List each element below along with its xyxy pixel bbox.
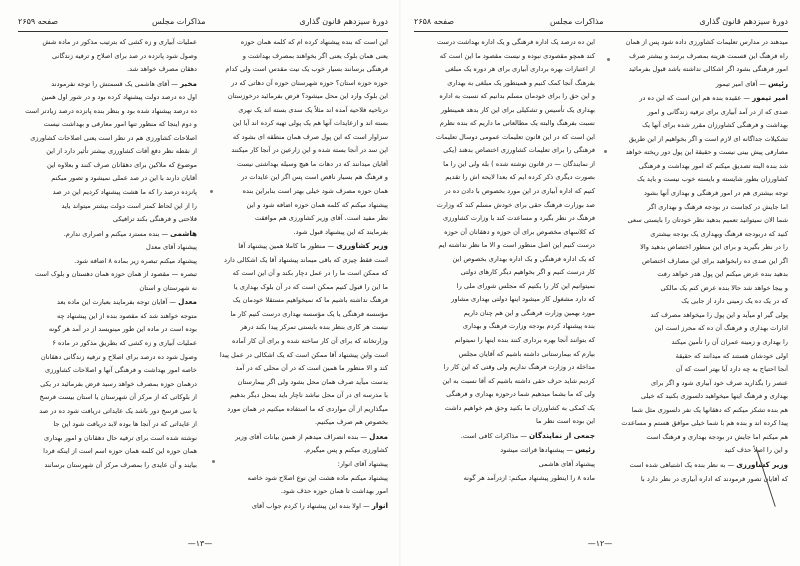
text-line: معدل — بنده انصراف میدهم از همین بیانات آقای وزیر xyxy=(235,431,388,441)
text-line: توجه بیشتری هم در امور فرهنگی و بهداری آنها بشود xyxy=(643,189,788,198)
text-line: که کلاسهای مخصوص برای آن حوزه و دهقانان آن حوزه xyxy=(444,227,595,236)
margin-dot xyxy=(607,58,610,61)
text-line: است واین پیشنهاد آقا ممکن است که یک اشکالی در عمل پیدا xyxy=(219,350,388,359)
text-line: از عایداتی که در آنجا ها بوده لابد دریافت شود این جا xyxy=(53,420,197,429)
text-line: اصلاحات کشاورزی هم در نظر است یعنی اصلاحات کشاورزی xyxy=(30,133,197,142)
text-line: میگذاریم از آن مواردی که ما استفاده میکنیم در همان مورد xyxy=(227,404,388,413)
speaker-name: معدل xyxy=(178,297,197,307)
page-2658 xyxy=(400,0,800,566)
text-line: امور فرهنگی بشود اگر اشکالی نداشته باشد قبول بفرمائید xyxy=(628,65,788,74)
margin-dot xyxy=(212,460,215,463)
page-number-label: صفحه ۲۶۵۹ xyxy=(18,17,59,26)
text-line: این است که بنده پیشنهاد کرده ام که کلمه همان حوزه xyxy=(240,38,388,46)
text-columns xyxy=(414,36,788,522)
text-line: پولی گیر او میآید و این پول را میخواهد مصرف کند xyxy=(650,310,788,319)
text-line: و دوم اینجا که منظور تنها امور معارفی و بهداشت نیست xyxy=(43,120,197,129)
text-line: مداخله در وزارت فرهنگ نداریم ولی وقتی که این کار را xyxy=(443,363,595,372)
text-line: ادارات بهداری و فرهنگ آن ده که محرز است این xyxy=(654,324,788,333)
text-line: بهداشت و فرهنگی کشاورزان مقرر شده برای آنها یک xyxy=(642,121,788,130)
text-line: موضوع که ملاکین برای دهقانان صرف کنند و بعلاوه این xyxy=(46,160,197,169)
text-line: اما جایش در کجاست در بودجه فرهنگ و بهداری اگر xyxy=(647,202,788,211)
text-line: عملیات آبیاری و زه کشی که بطریق مذکور در ماده ۶ xyxy=(52,339,197,348)
text-line: آنجا احتیاج به چه دارد آیا بهتر است که آن xyxy=(675,365,788,374)
speaker-name: انوار xyxy=(371,500,388,510)
text-line: کشاورزی میکنم و پس میگیرم. xyxy=(303,446,388,455)
text-column-left xyxy=(414,36,595,522)
text-line: سزاوار است که این پول صرف همان منطقه ای بشود که xyxy=(232,132,388,141)
text-line: درناحیه فلاحیه آمده اند مثلاً یک سدی بسته اند یک نهری xyxy=(238,105,388,114)
margin-dot xyxy=(210,190,213,193)
text-line: امیر تیمور — عقیده بنده هم این است که این ده در xyxy=(639,93,788,103)
text-line: ولی که ما بشما میدهیم شما درحوزه بهداری و فرهنگی xyxy=(446,390,595,399)
text-line: تشکیلات جداگانه ای لازم است و اگر بخواهیم از این طریق xyxy=(628,134,788,143)
text-line: پیشنهاد میکنم تبصره زیر بماده ۸ اضافه شود. xyxy=(74,256,197,265)
text-line: بیایند و آن عایدی را بمصرف مرکز آن شهرستان برسانند xyxy=(44,460,197,469)
text-line: حوزه حوزه استان؟ حوزه شهرستان حوزه آن دهاتی که در xyxy=(231,78,388,87)
text-line: فلاحتی و فرهنگی بکند ترافیکی xyxy=(112,215,197,224)
page-number-label: صفحه ۲۶۵۸ xyxy=(414,17,455,26)
text-line: کنیم که اداره آبیاری در این مورد بخصوص با دادن ده در xyxy=(444,187,595,196)
text-line: خاصه امور بهداشت و فرهنگی آنها و اصلاحات کشاورزی xyxy=(45,366,197,375)
running-head-center: مذاکرات مجلس xyxy=(549,17,604,26)
text-line: از بلوکاتی که از مرکز آن شهرستان یا استان بیست فرسخ xyxy=(39,393,197,402)
text-line: بهداری یک تأسیس و تشکیلی برای این کار بدهد همینطور xyxy=(440,105,595,114)
text-line: این بلوک وارد این محل میشود؟ فرض بفرمائید درخوزستان xyxy=(227,92,388,101)
text-line: اولی خودشان هستند که میدانند که حقیقة xyxy=(675,351,788,360)
text-line: مورد بهمین وزارت فرهنگی و این هم چنان داریم xyxy=(463,308,595,317)
running-head-center: مذاکرات مجلس xyxy=(151,17,206,26)
speaker-name: رئیس xyxy=(575,445,595,455)
text-line: نه شهرستان و استان xyxy=(139,283,197,292)
text-line: آقایان دارند با این در صد عملی نمیشود و تصور میکنم xyxy=(51,174,197,183)
text-line: پیشنهاد آقای معدل xyxy=(146,243,197,252)
text-column-right xyxy=(209,36,388,522)
text-line: را در نظر بگیرید و برای این منظور اختصاص بدهید والا xyxy=(640,243,788,252)
text-line: وصول شود ده درصد برای اصلاح و ترفیه زندگانی دهقانان xyxy=(40,352,197,361)
text-line: شما الان نمیتوانید تعمیم بدهید نظر خودتان را بایستی سعی xyxy=(627,216,788,225)
speaker-name: هاشمی xyxy=(170,228,197,238)
text-line: رئیس — پیشنهادها قرائت میشود xyxy=(500,445,595,455)
text-line: کشاورزان بطور شایسته و بایسته خوب نیست و باید یک xyxy=(637,175,788,184)
text-line: وزارتخانه که برای آن کار ساخته شده و برای آن کار آماده xyxy=(231,337,388,346)
text-line: وزیر کشاورزی — به نظر بنده یک اشتباهی شده است xyxy=(629,459,788,469)
running-head xyxy=(414,15,788,29)
text-line: اول ده درصد دولت پیشنهاد کرده بود و در شور اول همین xyxy=(41,93,197,102)
folio-number: —۱۲— xyxy=(587,539,613,548)
text-line: راه فرهنگ این قسمت هزینه بمصرف برسد و بیشتر صرف xyxy=(629,51,788,60)
folio-number: —۱۳— xyxy=(187,539,213,548)
text-line: کند همچو مقصودی نبوده و نیست مقصود ما این است که xyxy=(439,51,595,60)
text-line: یعنی همان بلوک یعنی اگر بخواهند بمصرف بهداشت و xyxy=(242,51,388,60)
speaker-name: وزیر کشاورزی xyxy=(336,241,388,251)
text-line: دهقان مصرف خواهد شد. xyxy=(127,65,197,74)
text-line: یا مدرسه ای در آن محل نباشد ناچار باید بمحل دیگر بدهیم xyxy=(230,391,388,400)
text-line: بهداری و فرهنگ اینها میخواهید دلسوزی بکنید که خیلی xyxy=(640,392,788,401)
margin-dot xyxy=(604,150,607,153)
speaker-name: جمعی از نمایندگان xyxy=(529,430,595,440)
text-line: بصورت دیگری ذکر کرده ایم که بعدا لایحه اش را تقدیم xyxy=(445,173,595,182)
text-line: و این را اصلاً حذف کنید xyxy=(724,446,788,455)
text-line: هاشمی — بنده مسترد میکنم و اصراری ندارم. xyxy=(63,228,197,238)
speaker-name: وزیر کشاورزی xyxy=(736,459,788,469)
text-line: بدهید بنده عرض میکنم این پول هدر خواهد رفت xyxy=(657,270,788,279)
text-line: بوده است در ماده این طور مینویسد از در آمد هر گونه xyxy=(48,325,197,334)
text-line: بفرمایند که این پیشنهاد قبول شود. xyxy=(293,227,388,236)
text-line: هم بنده تشکر میکنم که دهقانها یک نفر دلسوزی مثل شما xyxy=(631,405,788,414)
text-line: هم میکنم اما جایش در بودجه بهداری و فرهنگ است xyxy=(646,432,788,441)
text-line: بسته اند و ازعایدات آنها هم یک پولی تهیه کرده اند آیا این xyxy=(232,119,388,128)
text-line: از نقطه نظر دفع آفات کشاورزی بیشتر تأثیر دارد از این xyxy=(46,147,197,156)
speaker-name: امیر تیمور xyxy=(752,93,788,103)
text-line: کار درست کنیم و اگر بخواهیم دیگر کارهای دولتی xyxy=(460,268,595,277)
text-line: همان حوزه مصرف شود خیلی بهتر است بنابراین بنده xyxy=(242,187,388,196)
text-line: بخصوص هم صرف میکنیم. xyxy=(314,418,388,427)
text-line: نوشته شده است برای ترفیه حال دهقانان و امور بهداری xyxy=(43,433,197,442)
text-line: که بتوانند آنجا بهره برداری کنند بنده اینها را نمیتوانم xyxy=(454,336,595,345)
text-line: صد بوزارت فرهنگ حقی برای خودش مسلم کند که وزارت xyxy=(436,200,595,209)
running-head-title: دورهٔ سیزدهم قانون گذاری xyxy=(299,17,388,26)
text-line: وزیر کشاورزی — منظور ما کاملا همین پیشنهاد آقا xyxy=(238,241,388,251)
text-line: متوجه خواهند شد که مقصود بنده از این پیشنهاد چه xyxy=(57,311,197,320)
text-line: عنصر را بگذارید صرف خود آبیاری شود و اگر برای xyxy=(650,378,788,387)
text-line: که در یک ده یک زمینی دارد از جایی یک xyxy=(681,297,788,306)
text-line: را از این لحاظ کمتر است دولت بیشتر میتواند باید xyxy=(61,201,197,210)
text-line: مصارفی پیش بینی نیست و حقیقة این پول دور ریخته خواهد xyxy=(625,148,788,157)
text-line: ماده ۸ را اینطور پیشنهاد میکنم: ازدرآمد هر گونه xyxy=(463,473,595,482)
text-line: مؤسسه فرهنگی یا یک مؤسسه بهداری درست کنیم کار ما xyxy=(230,309,388,318)
text-line: شد بنده البته تصدیق میکنم که امور بهداشت و فرهنگی xyxy=(638,161,788,170)
text-line: این بوده است نظر ما xyxy=(536,417,595,426)
text-line: که دارد مشغول کار میشود اینها دولتی بهداری مشاور xyxy=(451,295,595,304)
running-head xyxy=(18,15,388,29)
text-line: درهمان حوزه بمصرف خواهد رسید فرض بفرمائید در یکی xyxy=(40,379,197,388)
text-line: معدل — آقایان توجه بفرمایند بعبارت این ماده بعد xyxy=(57,297,197,307)
text-line: یا سی فرسخ دور باشد یک عایداتی دریافت شود ده در صد xyxy=(39,406,197,415)
text-line: پیشنهاد میکنم ماده هشت این نوع اصلاح شود خاصه xyxy=(247,473,388,482)
text-line: فرهنگ نداشته باشیم ما که نمیخواهیم مستقلا خودمان یک xyxy=(232,296,388,305)
text-line: میدهند در مدارس تعلیمات کشاورزی داده شود پس از همان xyxy=(625,38,788,46)
text-line: این ده درصد یک اداره فرهنگی و یک اداره بهداشت درست xyxy=(436,38,595,46)
text-line: وصول شود پانزده در صد برای اصلاح و ترفیه زندگانی xyxy=(52,51,197,60)
text-line: این است که در این قانون تعلیمات عمومی دوسال تعلیمات xyxy=(435,132,595,141)
text-line: آقایان میدانند که در دهات ما هیچ وسیله بهداشتی نیست xyxy=(236,159,388,168)
text-line: کنید که دربودجه فرهنگ وبهداری یک بودجه بیشتری xyxy=(650,229,788,238)
text-line: انوار — اولا بنده این پیشنهاد را کردم جواب آقای xyxy=(251,500,388,510)
text-line: پیشنهاد آقای انوار: xyxy=(337,459,388,468)
text-line: فرهنگی را برای تعلیمات کشاورزی اختصاص بدهند (یکی xyxy=(443,146,595,155)
header-rule xyxy=(414,31,788,32)
text-line: و بیجا خواهد شد حالا بنده عرض کنم یک مالکی xyxy=(660,283,788,292)
text-line: بفرهنگ آنجا کمک کنیم و همینطور یک مبلغی به بهداری xyxy=(447,78,595,87)
speaker-name: مخبر xyxy=(179,78,197,88)
header-rule xyxy=(18,31,388,32)
text-line: درست کنیم این اصل منظور است و الا ما نظر نداشته ایم xyxy=(438,241,595,250)
text-line: که یک اداره فرهنگی و یک اداره بهداری بخصوص این xyxy=(452,254,595,263)
text-line: کند و الا منظور ما همین است که در آن محلی که در آمد xyxy=(235,364,388,373)
text-line: پیشنهاد میکنم که کلمه همان حوزه اضافه شود و این xyxy=(246,200,388,209)
text-line: مخبر — آقای هاشمی یک قسمتش را توجه نفرمودند xyxy=(51,78,197,88)
text-line: تبصره — مقصود از همان حوزه همان دهستان و بلوک است xyxy=(34,270,197,279)
running-head-title: دورهٔ سیزدهم قانون گذاری xyxy=(699,17,788,26)
text-line: جمعی از نمایندگان — مذاکرات کافی است. xyxy=(460,430,595,440)
text-line: ما این را قبول کنیم ممکن است که در آن بلوک بهداری یا xyxy=(233,282,388,291)
text-line: نظر مفید است. آقای وزیر کشاورزی هم موافقت xyxy=(254,214,388,223)
text-line: که ممکن است ما را در عمل دچار بکند و آن این است که xyxy=(232,269,388,278)
text-line: بدست میآید صرف همان محل بشود ولی اگر بیمارستان xyxy=(237,377,388,386)
text-line: نیست هر کاری بنظر بنده بایستی تمرکز پیدا بکند درهر xyxy=(240,323,388,332)
text-line: بنده پیشنهاد کردم بودجه وزارت فرهنگ و بهداری xyxy=(462,322,595,331)
speaker-name: معدل xyxy=(369,431,388,441)
text-line: و این حق را برای خودمان مسلم بدانیم که نسبت به اداره xyxy=(439,92,595,101)
text-line: رئیس — آقای امیر تیمور xyxy=(715,78,788,88)
text-line: از نمایندگان — در قانون نوشته شده ) بله ولی این را ما xyxy=(443,159,595,168)
text-line: فرهنگی برسانند بسیار خوب یک نیت مقدس است ولی کدام xyxy=(225,65,388,74)
text-line: عملیات آبیاری و زه کشی که بترتیب مذکور در ماده شش xyxy=(42,38,197,46)
text-line: را بهداری و زمینه عمران آن را تأمین میکند xyxy=(671,338,788,347)
text-line: است فقط چیزی که باقی میماند پیشنهاد آقا یک اشکالی دارد xyxy=(223,255,388,264)
speaker-name: رئیس xyxy=(768,78,788,88)
text-column-left xyxy=(18,36,197,522)
text-line: ده درصد پیشنهاد شده بود و بنظر بنده پانزده درصد زیادتر است xyxy=(25,106,197,115)
text-line: که آقایان تصور فرمودند که اداره آبیاری در نظر دارد با xyxy=(640,474,788,483)
text-columns xyxy=(18,36,388,522)
text-line: یک کمکی به کشاورزان ما بکنید وحق هم خواهیم داشت xyxy=(444,403,595,412)
text-line: و فرهنگ هم بسیار ناقص است پس اگر این عایدات در xyxy=(241,173,388,182)
text-line: پیشنهاد آقای هاشمی xyxy=(538,459,595,468)
text-line: نسبت بفرهنگ والبته یک مطالعاتی ما داریم که بنده نظرم xyxy=(439,119,595,128)
text-line: نمیتوانیم این کار را بکنیم که مجلس شورای ملی را xyxy=(456,281,595,290)
text-line: فرهنگ در نظر بگیرد و مساعدت کند با وزارت کشاورزی xyxy=(442,214,595,223)
text-line: پیدا کرده اند و بنده هم با شما خیلی موافق هستم و مساعدت xyxy=(621,419,788,428)
text-line: پانزده درصد را که ما هشت پیشنهاد کردیم این در صد xyxy=(52,188,197,197)
text-line: امور بهداشت تا همان حوزه حذف شود. xyxy=(280,487,388,496)
text-line: اگر این صدی ده رابخواهید برای این مصارف اختصاص xyxy=(642,256,788,265)
text-line: این سد در آنجا بسته شده و این زارعین در آنجا کار میکنند xyxy=(231,146,388,155)
text-line: کردیم شاید حرف حقی داشته باشیم که آقا نسبت به این xyxy=(442,376,595,385)
text-line: از اعتبارات بهره برداری آبیاری برای هر دوره یک مبلغی xyxy=(445,65,595,74)
text-line: بیارم که بیمارستانی داشته باشیم که آقایان مجلس xyxy=(458,349,595,358)
text-line: صدی که از در آمد آبیاری برای ترفیه زندگانی و امور xyxy=(647,107,788,116)
text-line: همان حوزه این کلمه همان حوزه اسم است از اینکه فردا xyxy=(43,447,197,456)
